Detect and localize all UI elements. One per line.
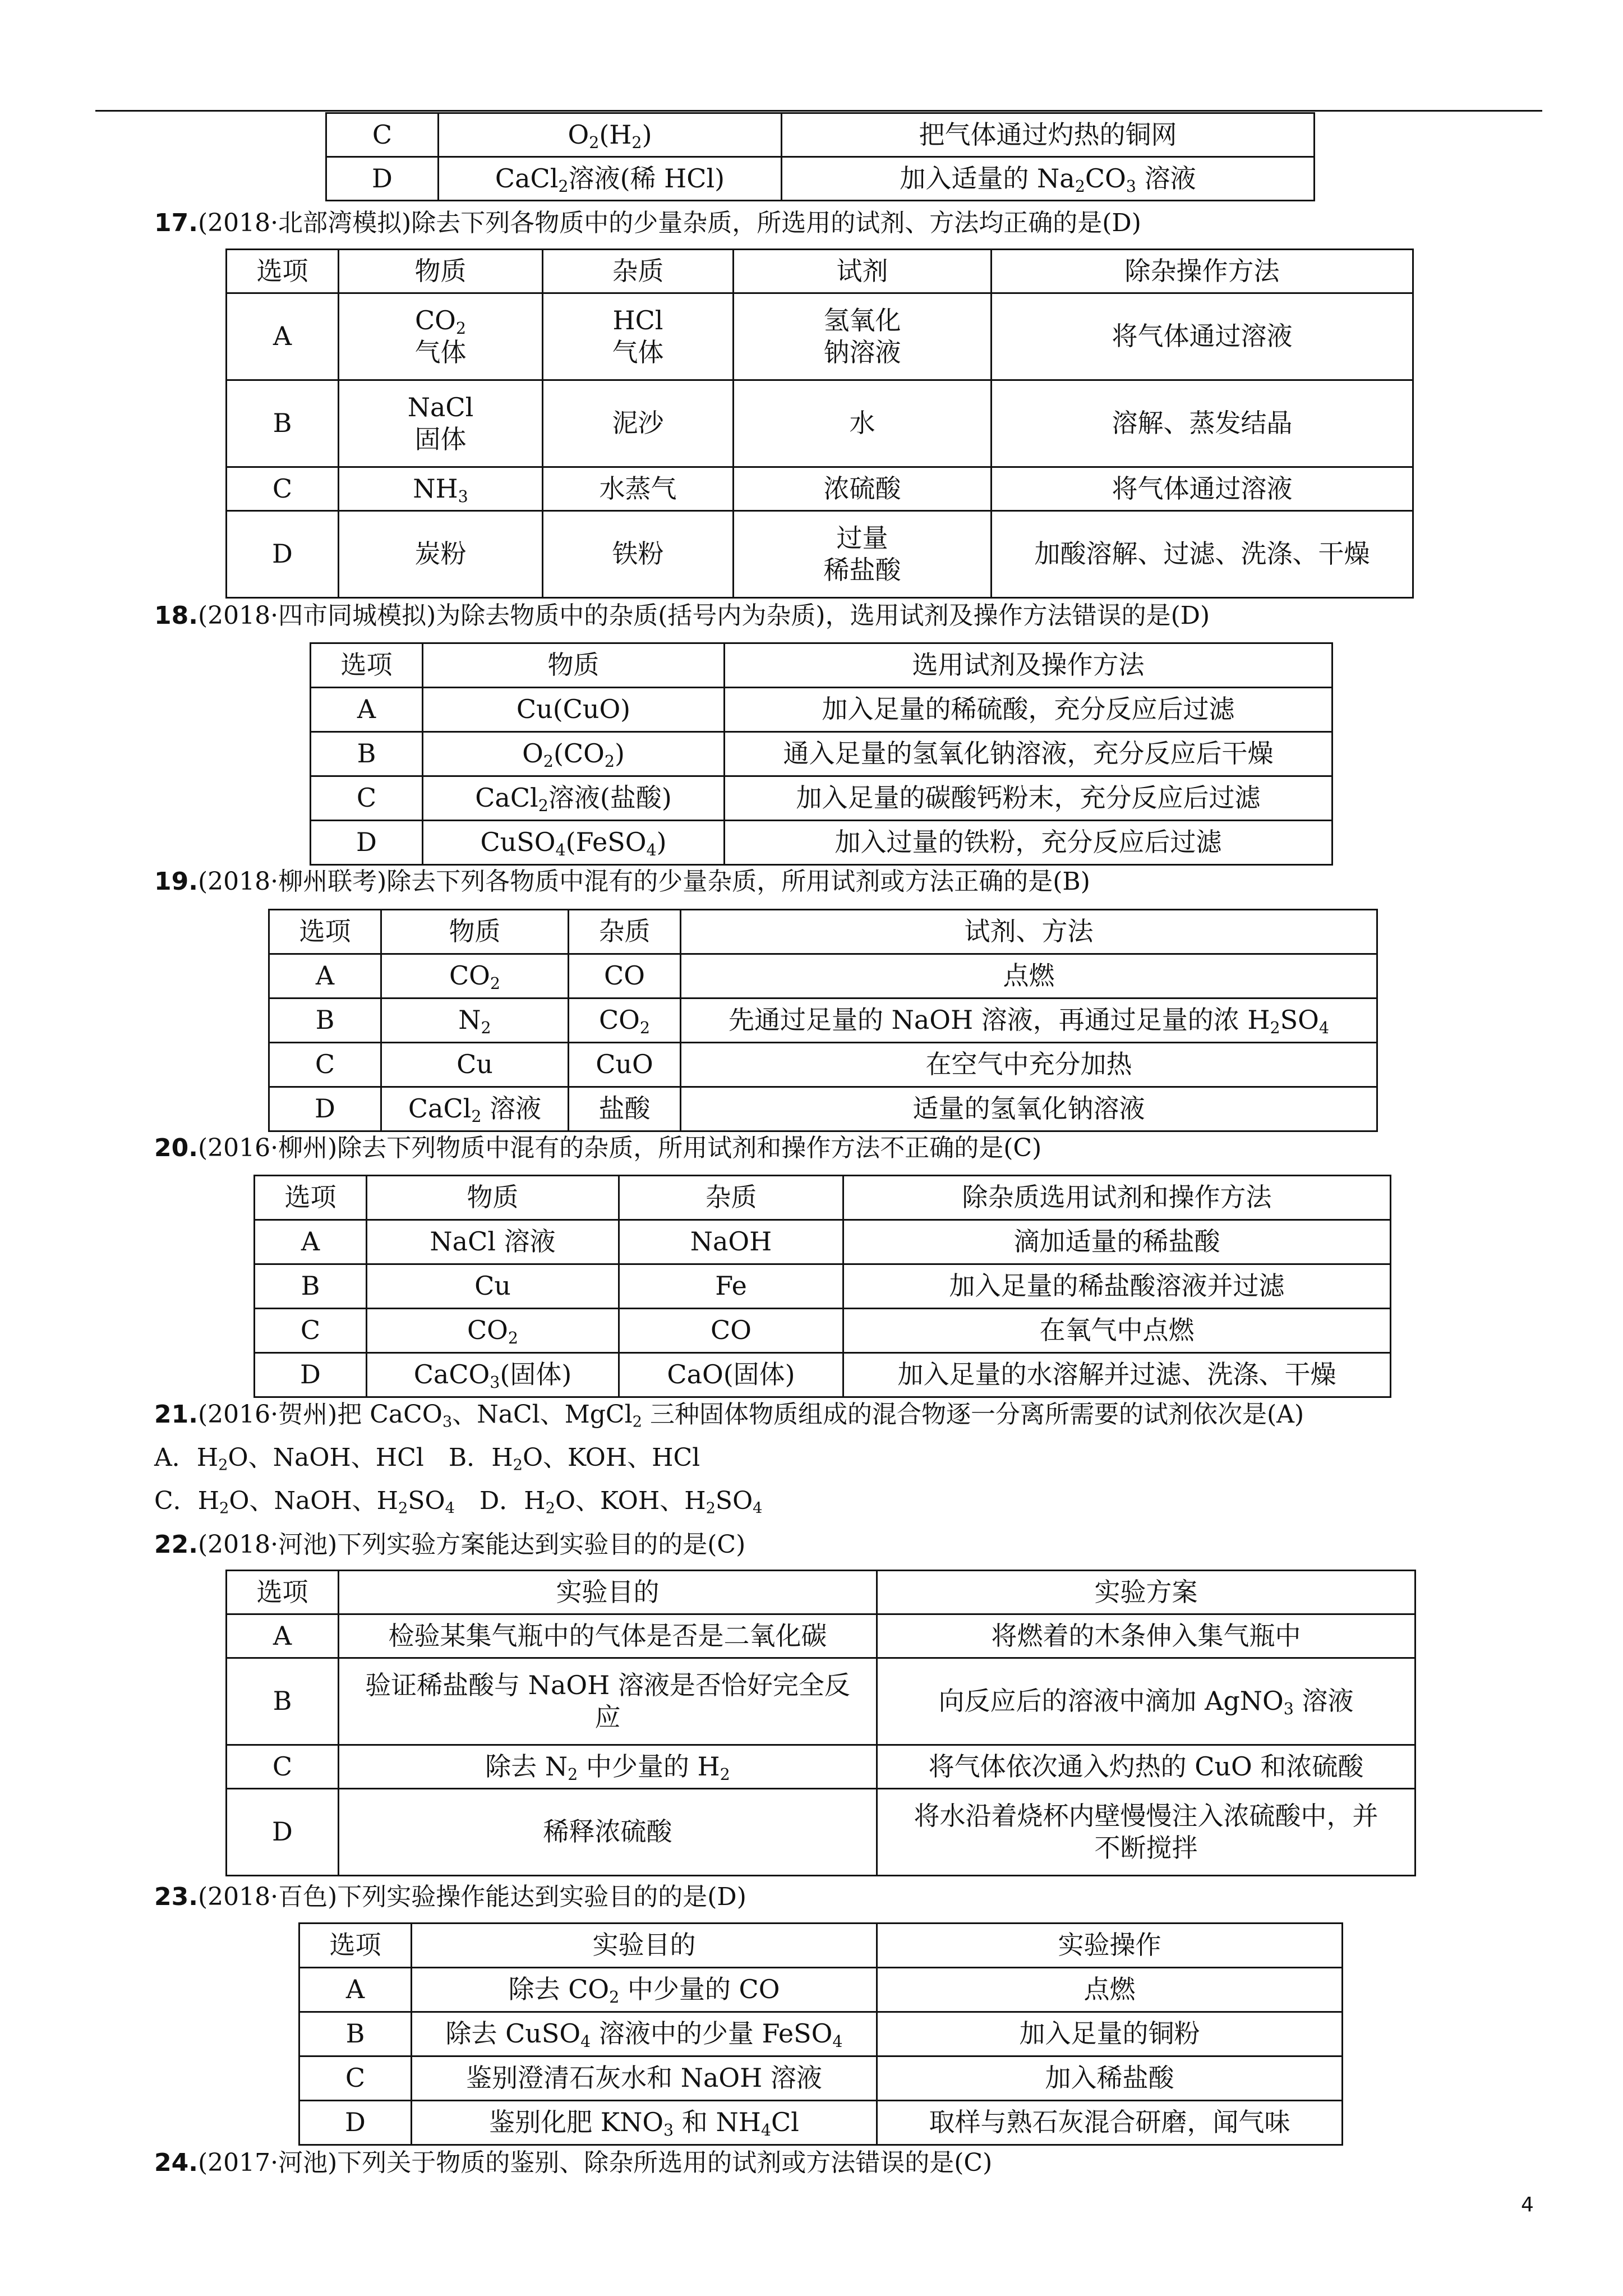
- table-cell: B: [311, 732, 423, 776]
- table-header-row: [311, 643, 1332, 688]
- page-number: 4: [1521, 2193, 1534, 2216]
- table-cell: CaO(固体): [619, 1353, 843, 1397]
- table-row: [299, 2101, 1343, 2145]
- question-number: 24.: [154, 2148, 198, 2177]
- q18-table: [310, 642, 1333, 866]
- question-text: (2016·柳州)除去下列物质中混有的杂质，所用试剂和操作方法不正确的是(C): [197, 1134, 1042, 1162]
- question-20: [154, 1134, 1041, 1163]
- question-19: [154, 867, 1090, 897]
- table-row: [326, 157, 1315, 201]
- header-rule: [95, 110, 1542, 112]
- header-cell: 杂质: [543, 250, 734, 293]
- table-cell: NaCl 溶液: [367, 1220, 619, 1264]
- table-cell: C: [227, 467, 339, 511]
- table-cell: 除去 CuSO$_4$ 溶液中的少量 FeSO$_4$: [412, 2012, 877, 2056]
- header-cell: 选项: [255, 1176, 367, 1220]
- table-cell: B: [255, 1264, 367, 1309]
- header-cell: 选项: [299, 1924, 412, 1968]
- table-cell: C: [227, 1745, 339, 1789]
- table-cell: $N_2$: [381, 999, 569, 1043]
- table-row: [326, 113, 1315, 157]
- table-row: [299, 1968, 1343, 2012]
- table-cell: NaCl 固体: [339, 380, 543, 467]
- table-cell: 溶解、蒸发结晶: [992, 380, 1413, 467]
- q16-table: [325, 112, 1315, 201]
- table-cell: 将气体通过溶液: [992, 467, 1413, 511]
- table-cell: 水蒸气: [543, 467, 734, 511]
- table-row: [311, 821, 1332, 865]
- question-22: [154, 1530, 745, 1560]
- table-row: [227, 293, 1413, 380]
- table-row: [255, 1220, 1391, 1264]
- header-cell: 杂质: [569, 910, 681, 954]
- question-text: (2018·河池)下列实验方案能达到实验目的的是(C): [197, 1530, 746, 1559]
- header-cell: 选项: [227, 1571, 339, 1614]
- question-text: (2016·贺州)把 CaCO$_3$、NaCl、MgCl$_2$ 三种固体物质组成的混合物逐一分离所需要的试剂依次是(A): [197, 1400, 1304, 1431]
- table-cell: CO: [569, 954, 681, 999]
- question-text: (2018·柳州联考)除去下列各物质中混有的少量杂质，所用试剂或方法正确的是(B): [197, 867, 1090, 896]
- table-row: [227, 1658, 1415, 1745]
- table-cell: NaOH: [619, 1220, 843, 1264]
- table-cell: 向反应后的溶液中滴加 AgNO$_3$ 溶液: [877, 1658, 1415, 1745]
- question-21: [154, 1400, 1304, 1430]
- header-cell: 除杂质选用试剂和操作方法: [843, 1176, 1391, 1220]
- table-cell: 点燃: [877, 1968, 1343, 2012]
- header-cell: 杂质: [619, 1176, 843, 1220]
- table-cell: CaCO$_3$(固体): [367, 1353, 619, 1397]
- table-cell: 加入足量的水溶解并过滤、洗涤、干燥: [843, 1353, 1391, 1397]
- table-header-row: [227, 250, 1413, 293]
- table-cell: B: [227, 380, 339, 467]
- table-cell: C: [311, 776, 423, 821]
- header-cell: 实验操作: [877, 1924, 1343, 1968]
- header-cell: 物质: [339, 250, 543, 293]
- table-cell: 将水沿着烧杯内壁慢慢注入浓硫酸中，并 不断搅拌: [877, 1789, 1415, 1876]
- table-cell: B: [299, 2012, 412, 2056]
- table-cell: A: [227, 293, 339, 380]
- table-cell: 适量的氢氧化钠溶液: [681, 1087, 1377, 1131]
- table-row: [299, 2012, 1343, 2056]
- table-row: [255, 1353, 1391, 1397]
- question-17: [154, 209, 1141, 238]
- table-cell: CuSO$_4$(FeSO$_4$): [423, 821, 725, 865]
- table-row: [311, 776, 1332, 821]
- question-number: 22.: [154, 1530, 198, 1559]
- table-cell: C: [269, 1043, 381, 1087]
- table-cell: CaCl$_2$ 溶液: [381, 1087, 569, 1131]
- table-row: [269, 954, 1377, 999]
- table-row: [311, 732, 1332, 776]
- table-cell: Fe: [619, 1264, 843, 1309]
- table-cell: Cu: [367, 1264, 619, 1309]
- table-row: [255, 1264, 1391, 1309]
- q23-table: [298, 1922, 1343, 2146]
- table-cell: D: [299, 2101, 412, 2145]
- question-number: 17.: [154, 209, 198, 237]
- table-cell: $O_2(CO_2)$: [423, 732, 725, 776]
- table-cell: 盐酸: [569, 1087, 681, 1131]
- table-cell: $CO_2$: [367, 1309, 619, 1353]
- table-cell: 氢氧化 钠溶液: [734, 293, 992, 380]
- table-cell: 浓硫酸: [734, 467, 992, 511]
- table-cell: 滴加适量的稀盐酸: [843, 1220, 1391, 1264]
- table-cell: C: [255, 1309, 367, 1353]
- q21-options-ab: A．$H_2O$、NaOH、HCl B．$H_2O$、KOH、HCl: [154, 1443, 700, 1474]
- table-cell: 炭粉: [339, 511, 543, 598]
- table-cell: CO: [619, 1309, 843, 1353]
- table-cell: $CO_2$: [381, 954, 569, 999]
- table-cell: 将燃着的木条伸入集气瓶中: [877, 1614, 1415, 1658]
- table-cell: 验证稀盐酸与 NaOH 溶液是否恰好完全反 应: [339, 1658, 877, 1745]
- question-number: 21.: [154, 1400, 198, 1429]
- header-cell: 试剂: [734, 250, 992, 293]
- table-cell: $CO_2$ 气体: [339, 293, 543, 380]
- table-row: [227, 380, 1413, 467]
- table-cell: C: [299, 2056, 412, 2101]
- question-number: 23.: [154, 1883, 198, 1911]
- header-cell: 除杂操作方法: [992, 250, 1413, 293]
- table-row: [227, 1745, 1415, 1789]
- table-cell: 把气体通过灼热的铜网: [782, 113, 1315, 157]
- table-header-row: [299, 1924, 1343, 1968]
- table-header-row: [255, 1176, 1391, 1220]
- header-cell: 实验目的: [412, 1924, 877, 1968]
- header-cell: 实验方案: [877, 1571, 1415, 1614]
- table-cell: 在空气中充分加热: [681, 1043, 1377, 1087]
- question-number: 20.: [154, 1134, 198, 1162]
- table-cell: 除去 $N_2$ 中少量的 $H_2$: [339, 1745, 877, 1789]
- table-cell: 稀释浓硫酸: [339, 1789, 877, 1876]
- table-cell: 铁粉: [543, 511, 734, 598]
- header-cell: 选项: [269, 910, 381, 954]
- table-cell: 加入足量的铜粉: [877, 2012, 1343, 2056]
- table-row: [269, 1043, 1377, 1087]
- table-cell: 加入足量的稀盐酸溶液并过滤: [843, 1264, 1391, 1309]
- table-header-row: [269, 910, 1377, 954]
- table-cell: 将气体依次通入灼热的 CuO 和浓硫酸: [877, 1745, 1415, 1789]
- question-number: 19.: [154, 867, 198, 896]
- question-text: (2017·河池)下列关于物质的鉴别、除杂所选用的试剂或方法错误的是(C): [197, 2148, 993, 2177]
- table-cell: 鉴别澄清石灰水和 NaOH 溶液: [412, 2056, 877, 2101]
- table-cell: D: [269, 1087, 381, 1131]
- table-cell: 水: [734, 380, 992, 467]
- table-cell: D: [326, 157, 439, 201]
- table-cell: $CO_2$: [569, 999, 681, 1043]
- header-cell: 选项: [227, 250, 339, 293]
- table-cell: 加入适量的 $Na_2CO_3$ 溶液: [782, 157, 1315, 201]
- table-cell: $O_2(H_2)$: [439, 113, 782, 157]
- table-cell: D: [311, 821, 423, 865]
- table-row: [269, 1087, 1377, 1131]
- header-cell: 选项: [311, 643, 423, 688]
- table-cell: B: [227, 1658, 339, 1745]
- table-cell: 加入稀盐酸: [877, 2056, 1343, 2101]
- question-text: (2018·北部湾模拟)除去下列各物质中的少量杂质，所选用的试剂、方法均正确的是(D): [197, 209, 1141, 237]
- table-cell: 在氧气中点燃: [843, 1309, 1391, 1353]
- table-cell: D: [227, 511, 339, 598]
- table-cell: A: [299, 1968, 412, 2012]
- table-cell: A: [255, 1220, 367, 1264]
- q19-table: [268, 909, 1378, 1132]
- table-cell: HCl 气体: [543, 293, 734, 380]
- q22-table: [225, 1570, 1416, 1876]
- table-row: [299, 2056, 1343, 2101]
- table-cell: CaCl$_2$溶液(稀 HCl): [439, 157, 782, 201]
- header-cell: 物质: [367, 1176, 619, 1220]
- table-cell: A: [227, 1614, 339, 1658]
- table-cell: Cu(CuO): [423, 688, 725, 732]
- table-cell: 过量 稀盐酸: [734, 511, 992, 598]
- table-cell: 将气体通过溶液: [992, 293, 1413, 380]
- table-cell: 鉴别化肥 $KNO_3$ 和 $NH_4Cl$: [412, 2101, 877, 2145]
- header-cell: 选用试剂及操作方法: [725, 643, 1332, 688]
- table-row: [227, 1614, 1415, 1658]
- question-text: (2018·四市同城模拟)为除去物质中的杂质(括号内为杂质)，选用试剂及操作方法错误的是(D): [197, 601, 1210, 630]
- table-row: [227, 1789, 1415, 1876]
- table-row: [227, 511, 1413, 598]
- table-cell: D: [255, 1353, 367, 1397]
- question-18: [154, 601, 1210, 631]
- table-cell: 点燃: [681, 954, 1377, 999]
- table-cell: 除去 $CO_2$ 中少量的 CO: [412, 1968, 877, 2012]
- table-cell: $NH_3$: [339, 467, 543, 511]
- table-cell: A: [269, 954, 381, 999]
- table-cell: 加入足量的稀硫酸，充分反应后过滤: [725, 688, 1332, 732]
- table-cell: CaCl$_2$溶液(盐酸): [423, 776, 725, 821]
- table-cell: 检验某集气瓶中的气体是否是二氧化碳: [339, 1614, 877, 1658]
- question-23: [154, 1883, 746, 1912]
- header-cell: 实验目的: [339, 1571, 877, 1614]
- table-cell: D: [227, 1789, 339, 1876]
- question-24: [154, 2148, 992, 2178]
- table-row: [227, 467, 1413, 511]
- table-cell: 取样与熟石灰混合研磨，闻气味: [877, 2101, 1343, 2145]
- table-row: [255, 1309, 1391, 1353]
- table-row: [311, 688, 1332, 732]
- header-cell: 物质: [381, 910, 569, 954]
- table-header-row: [227, 1571, 1415, 1614]
- table-cell: CuO: [569, 1043, 681, 1087]
- q17-table: [225, 249, 1414, 599]
- table-cell: 通入足量的氢氧化钠溶液，充分反应后干燥: [725, 732, 1332, 776]
- table-cell: 加入足量的碳酸钙粉末，充分反应后过滤: [725, 776, 1332, 821]
- table-cell: Cu: [381, 1043, 569, 1087]
- table-cell: A: [311, 688, 423, 732]
- table-cell: 先通过足量的 NaOH 溶液，再通过足量的浓 $H_2SO_4$: [681, 999, 1377, 1043]
- header-cell: 试剂、方法: [681, 910, 1377, 954]
- question-text: (2018·百色)下列实验操作能达到实验目的的是(D): [197, 1883, 746, 1911]
- q20-table: [253, 1175, 1391, 1398]
- q21-options-cd: C．$H_2O$、NaOH、$H_2SO_4$ D．$H_2O$、KOH、$H_2SO_4$: [154, 1487, 763, 1517]
- table-row: [269, 999, 1377, 1043]
- header-cell: 物质: [423, 643, 725, 688]
- table-cell: 泥沙: [543, 380, 734, 467]
- question-number: 18.: [154, 601, 198, 630]
- table-cell: 加酸溶解、过滤、洗涤、干燥: [992, 511, 1413, 598]
- table-cell: 加入过量的铁粉，充分反应后过滤: [725, 821, 1332, 865]
- table-cell: B: [269, 999, 381, 1043]
- table-cell: C: [326, 113, 439, 157]
